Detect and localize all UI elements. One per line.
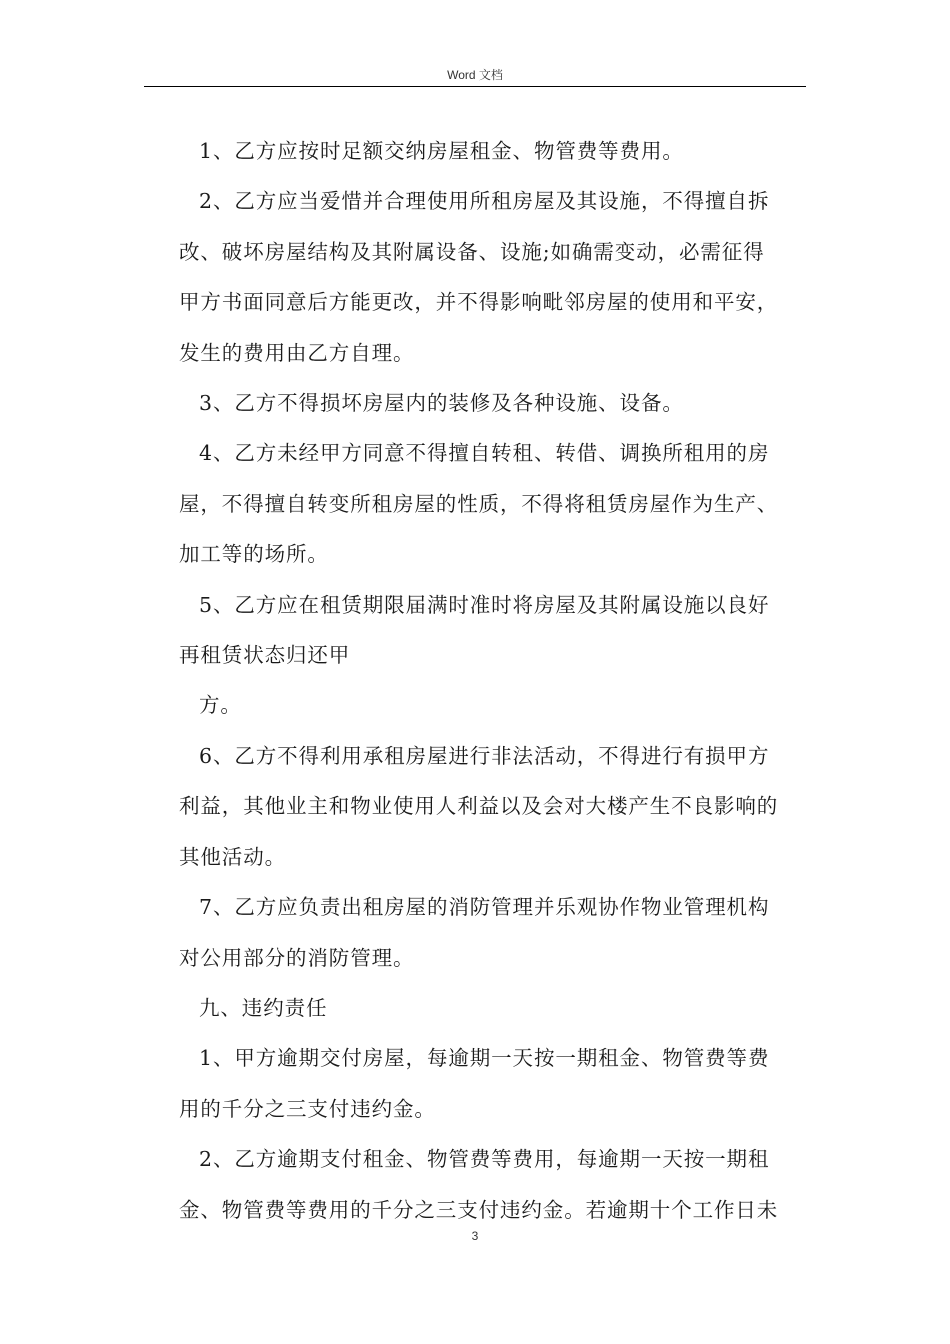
- text-line: 方。: [199, 693, 242, 718]
- text-line: 5、乙方应在租赁期限届满时准时将房屋及其附属设施以良好: [199, 592, 770, 617]
- text-line: 九、违约责任: [199, 995, 328, 1020]
- text-line: 再租赁状态归还甲: [179, 643, 351, 668]
- text-line: 用的千分之三支付违约金。: [179, 1096, 436, 1121]
- text-line: 改、破坏房屋结构及其附属设备、设施;如确需变动，必需征得: [179, 239, 765, 264]
- document-body: [179, 126, 795, 1235]
- text-line: 金、物管费等费用的千分之三支付违约金。若逾期十个工作日未: [179, 1197, 779, 1222]
- page-header: Word 文档: [447, 68, 503, 82]
- text-line: 发生的费用由乙方自理。: [179, 340, 415, 365]
- text-line: 甲方书面同意后方能更改，并不得影响毗邻房屋的使用和平安，: [179, 290, 779, 315]
- text-line: 屋，不得擅自转变所租房屋的性质，不得将租赁房屋作为生产、: [179, 491, 779, 516]
- text-line: 1、甲方逾期交付房屋，每逾期一天按一期租金、物管费等费: [199, 1046, 770, 1071]
- text-line: 6、乙方不得利用承租房屋进行非法活动，不得进行有损甲方: [199, 743, 770, 768]
- page-number: 3: [471, 1229, 479, 1243]
- text-line: 2、乙方应当爱惜并合理使用所租房屋及其设施，不得擅自拆: [199, 189, 770, 214]
- text-line: 其他活动。: [179, 844, 286, 869]
- text-line: 1、乙方应按时足额交纳房屋租金、物管费等费用。: [199, 139, 684, 163]
- text-line: 7、乙方应负责出租房屋的消防管理并乐观协作物业管理机构: [199, 895, 770, 920]
- text-line: 利益，其他业主和物业使用人利益以及会对大楼产生不良影响的: [179, 794, 779, 819]
- text-line: 加工等的场所。: [179, 542, 329, 567]
- header-divider: [144, 86, 806, 87]
- text-line: 3、乙方不得损坏房屋内的装修及各种设施、设备。: [199, 391, 684, 416]
- text-line: 4、乙方未经甲方同意不得擅自转租、转借、调换所租用的房: [199, 441, 770, 466]
- text-line: 2、乙方逾期支付租金、物管费等费用，每逾期一天按一期租: [199, 1147, 770, 1172]
- text-line: 对公用部分的消防管理。: [179, 945, 415, 970]
